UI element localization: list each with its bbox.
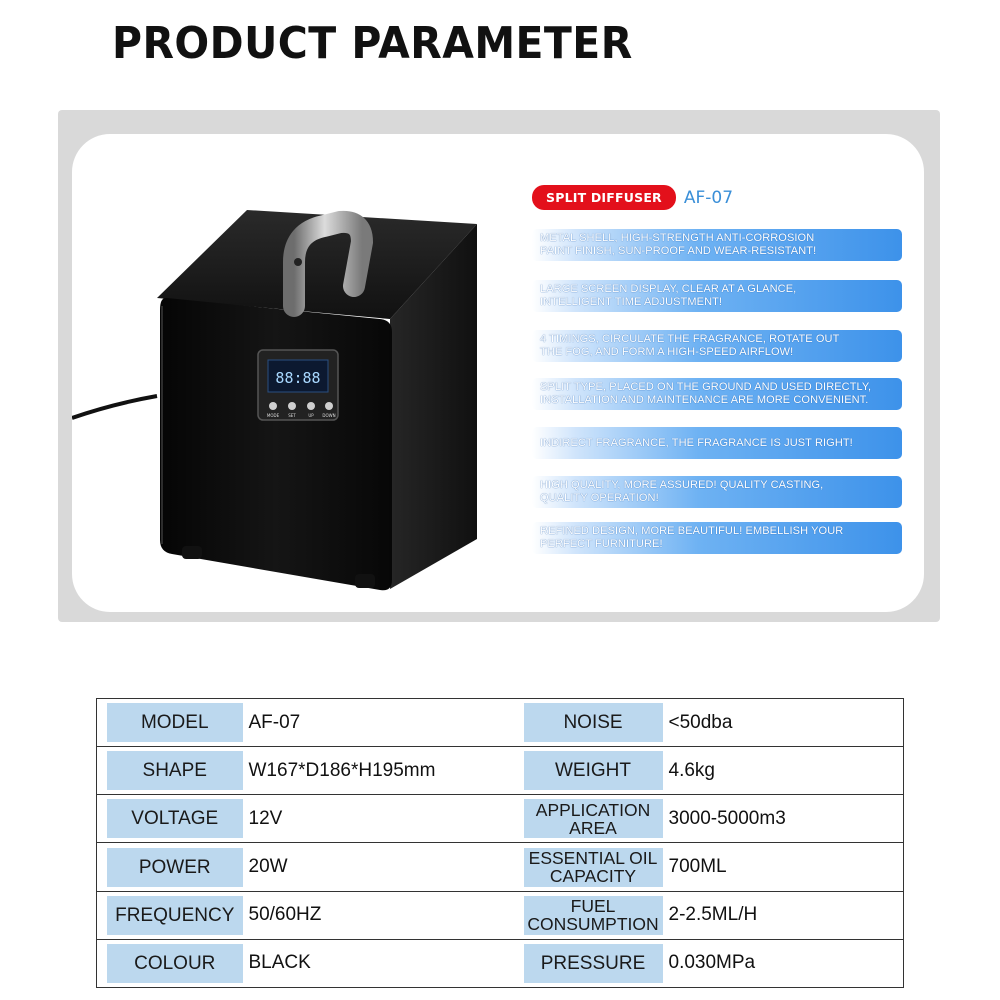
spec-value: W167*D186*H195mm [249, 747, 514, 795]
feature-text: SPLIT TYPE, PLACED ON THE GROUND AND USED DIRECTLY, INSTALLATION AND MAINTENANCE ARE MORE CONVENIENT. [540, 381, 872, 406]
feature-text: LARGE SCREEN DISPLAY, CLEAR AT A GLANCE, INTELLIGENT TIME ADJUSTMENT! [540, 283, 797, 308]
feature-item [532, 330, 902, 362]
spec-row [97, 795, 904, 843]
device-button-label: DOWN [322, 413, 336, 418]
feature-item [532, 522, 902, 554]
spec-value: AF-07 [249, 699, 514, 747]
lcd-readout: 88:88 [275, 369, 321, 387]
spec-label: WEIGHT [524, 751, 663, 790]
spec-label: POWER [107, 848, 243, 887]
spec-label: COLOUR [107, 944, 243, 983]
spec-value: 2-2.5ML/H [669, 891, 904, 939]
spec-value: 20W [249, 843, 514, 891]
device-foot [182, 546, 202, 559]
spec-row [97, 891, 904, 939]
spec-value: 4.6kg [669, 747, 904, 795]
spec-label: NOISE [524, 703, 663, 742]
spec-value: 3000-5000m3 [669, 795, 904, 843]
spec-label-cell [514, 795, 669, 843]
feature-text: REFINED DESIGN, MORE BEAUTIFUL! EMBELLISH YOUR PERFECT FURNITURE! [540, 525, 844, 550]
spec-label-cell [514, 699, 669, 747]
feature-text: HIGH QUALITY, MORE ASSURED! QUALITY CASTING, QUALITY OPERATION! [540, 479, 824, 504]
spec-value: 12V [249, 795, 514, 843]
spec-table [96, 698, 904, 988]
spec-label: FREQUENCY [107, 896, 243, 935]
feature-item [532, 280, 902, 312]
device-button [307, 402, 315, 410]
spec-row [97, 747, 904, 795]
spec-value: 0.030MPa [669, 939, 904, 987]
spec-value: BLACK [249, 939, 514, 987]
page-title: PRODUCT PARAMETER [112, 18, 633, 69]
spec-label: VOLTAGE [107, 799, 243, 838]
spec-label: SHAPE [107, 751, 243, 790]
spec-label-cell [514, 843, 669, 891]
spec-label-cell [97, 795, 249, 843]
model-code: AF-07 [683, 187, 734, 208]
spec-label: ESSENTIAL OIL CAPACITY [524, 848, 663, 887]
spec-row [97, 843, 904, 891]
power-cord [72, 396, 157, 418]
device-foot [355, 574, 375, 588]
spec-label-cell [514, 939, 669, 987]
spec-value: 700ML [669, 843, 904, 891]
spec-row [97, 699, 904, 747]
spec-label-cell [514, 747, 669, 795]
feature-item [532, 378, 902, 410]
device-button-label: MODE [266, 413, 280, 418]
spec-row [97, 939, 904, 987]
feature-text: METAL SHELL, HIGH-STRENGTH ANTI-CORROSION PAINT FINISH, SUN-PROOF AND WEAR-RESISTANT! [540, 232, 817, 257]
spec-label: MODEL [107, 703, 243, 742]
spec-label-cell [97, 939, 249, 987]
product-panel [58, 110, 940, 622]
split-diffuser-badge: SPLIT DIFFUSER [532, 185, 676, 210]
product-heading [532, 185, 733, 210]
feature-item [532, 476, 902, 508]
product-image [72, 134, 512, 612]
spec-value: <50dba [669, 699, 904, 747]
device-button-label: UP [308, 413, 314, 418]
spec-label-cell [97, 699, 249, 747]
device-button-label: SET [288, 413, 296, 418]
spec-label-cell [97, 843, 249, 891]
spec-label-cell [514, 891, 669, 939]
product-panel-inner [72, 134, 924, 612]
spec-value: 50/60HZ [249, 891, 514, 939]
device-button [269, 402, 277, 410]
spec-label: FUEL CONSUMPTION [524, 896, 663, 935]
feature-text: INDIRECT FRAGRANCE, THE FRAGRANCE IS JUST RIGHT! [540, 436, 853, 449]
feature-text: 4 TIMINGS, CIRCULATE THE FRAGRANCE, ROTATE OUT THE FOG, AND FORM A HIGH-SPEED AIRFLOW! [540, 333, 840, 358]
spec-label-cell [97, 747, 249, 795]
spec-label-cell [97, 891, 249, 939]
device-button [325, 402, 333, 410]
spec-label: PRESSURE [524, 944, 663, 983]
feature-item [532, 229, 902, 261]
spec-label: APPLICATION AREA [524, 799, 663, 838]
device-button [288, 402, 296, 410]
feature-item [532, 427, 902, 459]
